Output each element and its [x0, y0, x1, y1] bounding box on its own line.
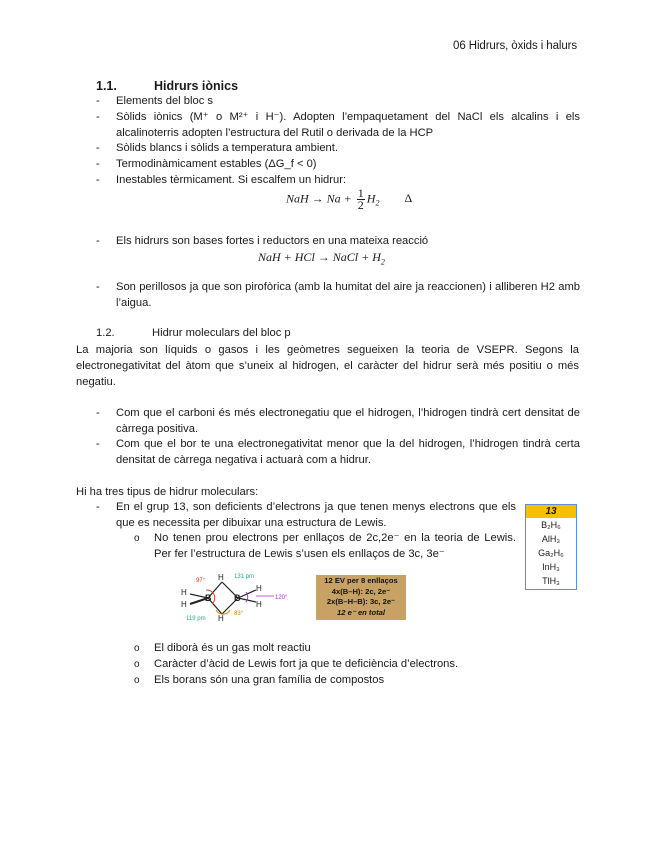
delta-symbol: Δ	[404, 191, 413, 206]
equation-1: NaH → Na + $\frac{1}{2}$ $H_2$ Δ	[286, 186, 413, 212]
list-item: - Termodinàmicament estables (ΔG_f < 0)	[96, 158, 317, 170]
paragraph: Hi ha tres tipus de hidrur moleculars:	[76, 486, 259, 498]
diborane-structure-diagram	[176, 570, 296, 622]
section-number: 1.2.	[96, 327, 115, 339]
list-item: - Elements del bloc s	[96, 95, 214, 107]
section-number: 1.1.	[96, 79, 117, 93]
atom-h-right-bottom: H	[256, 600, 262, 609]
section-title: Hidrurs iònics	[154, 79, 239, 93]
electron-count-box: 12 EV per 8 enllaços 4x(B–H): 2c, 2e⁻ 2x(B–H–B): 3c, 2e⁻ 12 e⁻ en total	[316, 575, 406, 620]
page-header: 06 Hidrurs, òxids i halurs	[453, 40, 577, 52]
paragraph: La majoria son líquids o gasos i les geòmetres segueixen la teoria de VSEPR. Segons la electronegativitat del àtom que s’uneix al hidrogen, el caràcter del hidrur serà més positiu o més negatiu.	[76, 344, 579, 388]
angle-label: 83°	[234, 611, 244, 617]
table-header: 13	[526, 505, 576, 518]
angle-label: 120°	[275, 595, 288, 601]
list-item: - Inestables tèrmicament. Si escalfem un hidrur:	[96, 174, 347, 186]
list-item: - Com que el carboni és més electronegatiu que el hidrogen, l’hidrogen tindrà cert densitat de càrrega positiva.	[96, 407, 580, 435]
atom-h-right-top: H	[256, 584, 262, 593]
list-item: - Com que el bor te una electronegativitat menor que la del hidrogen, l’hidrogen tindrà certa densitat de càrrega negativa i actuarà com a hidrur.	[96, 438, 580, 466]
distance-label: 131 pm	[234, 574, 255, 580]
list-item: - Son perillosos ja que son pirofòrica (amb la humitat del aire ja reaccionen) i alliberen H2 amb l’aigua.	[96, 281, 580, 309]
section-1-heading	[96, 79, 238, 93]
table-row: AlH₃	[541, 534, 561, 544]
atom-b-right: B	[234, 593, 241, 603]
atom-h-left-top: H	[181, 588, 187, 597]
atom-h-left-bottom: H	[181, 600, 187, 609]
table-row: InH₃	[542, 562, 560, 572]
sub-list-item: o Els borans són una gran família de compostos	[134, 674, 385, 686]
list-item: - En el grup 13, son deficients d’electrons ja que tenen menys electrons que els que es necessita per dibuixar una estructura de Lewis.	[96, 501, 516, 529]
distance-label: 119 pm	[186, 616, 206, 622]
atom-b-left: B	[205, 593, 212, 603]
table-row: Ga₂H₆	[538, 548, 564, 558]
list-item: - Sòlids iònics (M⁺ o M²⁺ i H⁻). Adopten l’empaquetament del NaCl els alcalins i els alcalinoterris adopten l’estructura del Rutil o derivada de la HCP	[96, 111, 580, 139]
group-13-table	[525, 504, 577, 590]
atom-h-bridge-bottom: H	[218, 614, 224, 622]
table-row: TlH₃	[542, 576, 560, 586]
list-item: - Els hidrurs son bases fortes i reductors en una mateixa reacció	[96, 235, 429, 247]
sub-list-item: o Caràcter d’àcid de Lewis fort ja que te deficiència d’electrons.	[134, 658, 459, 670]
section-title: Hidrur moleculars del bloc p	[152, 327, 291, 339]
sub-list-item: o No tenen prou electrons per enllaços de 2c,2e⁻ en la teoria de Lewis. Per fer l’estructura de Lewis s’usen els enllaços de 3c, 3e⁻	[134, 532, 516, 560]
angle-label: 97°	[196, 578, 206, 584]
list-item: - Sòlids blancs i sòlids a temperatura ambient.	[96, 142, 338, 154]
table-row: B₂H₆	[541, 520, 561, 530]
section-2-heading	[96, 327, 291, 339]
sub-list-item: o El diborà és un gas molt reactiu	[134, 642, 311, 654]
atom-h-bridge-top: H	[218, 573, 224, 582]
equation-2: NaH + HCl → NaCl + $H_2$	[258, 250, 385, 267]
